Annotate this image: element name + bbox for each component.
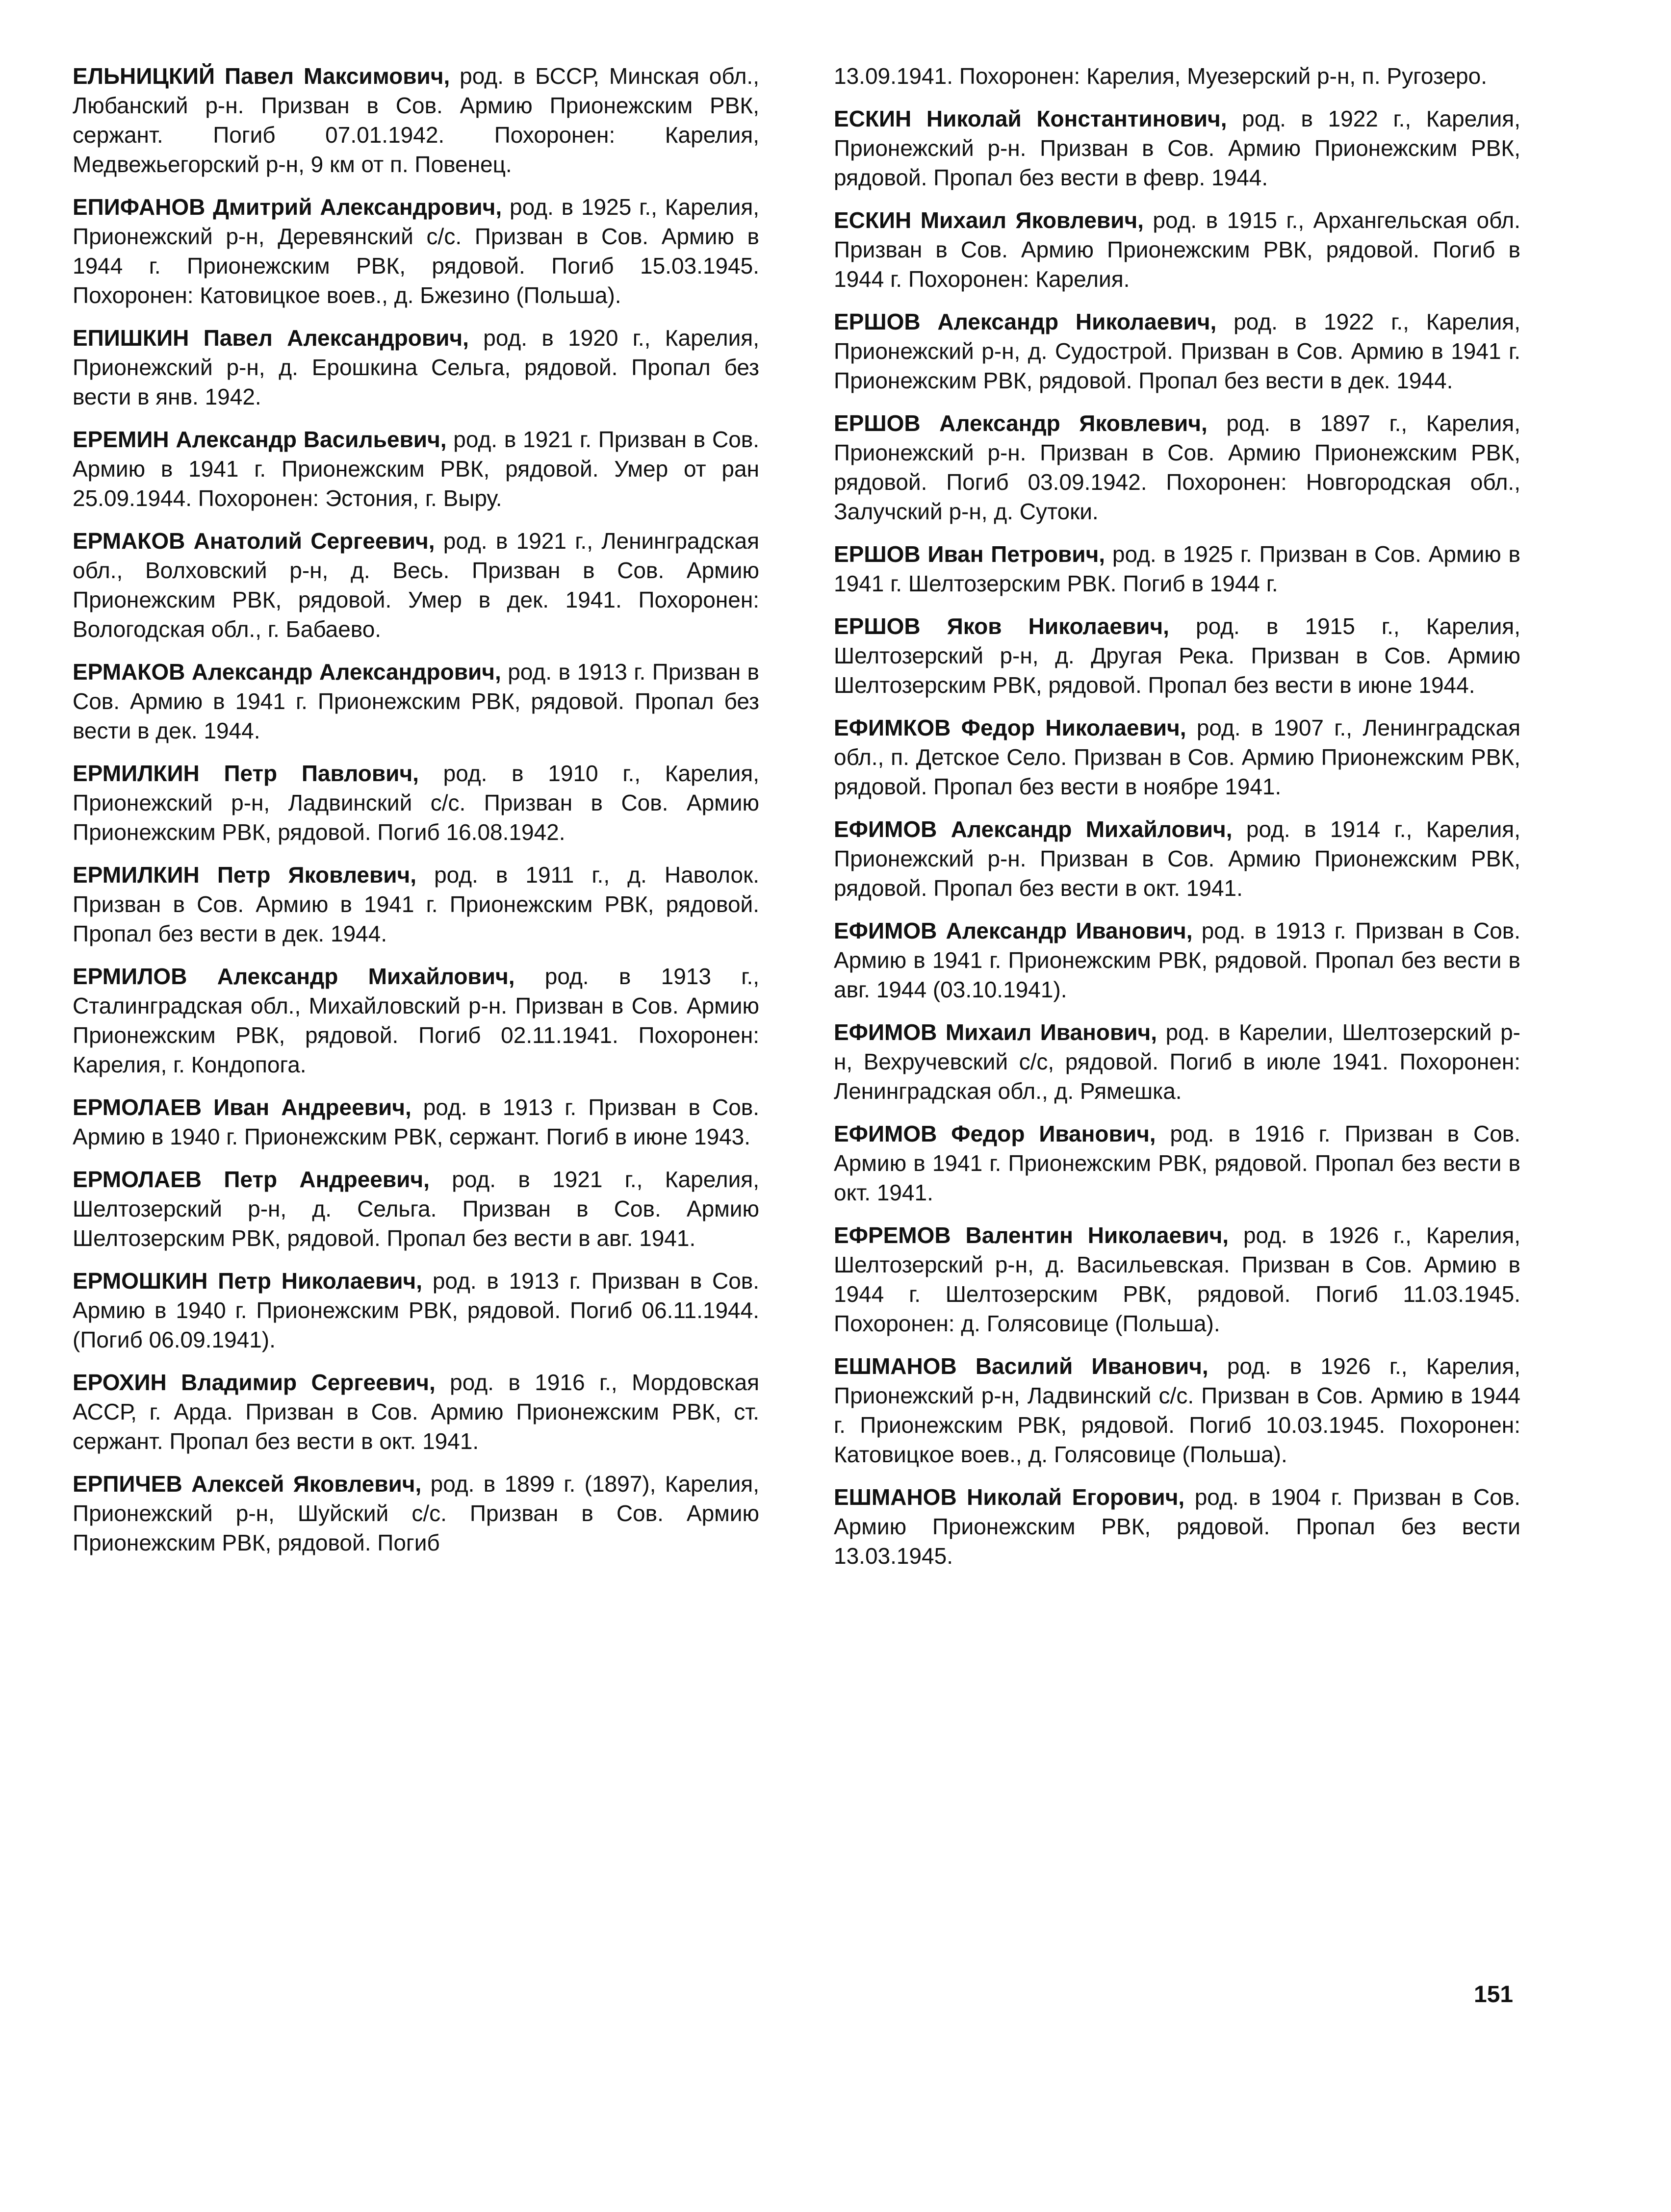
page-number: 151 <box>1474 1982 1514 2008</box>
entry-text: род. в 1910 г., Карелия, Прионежский р-н, Ладвинский с/с. Призван в Сов. Армию Прионежским РВК, рядовой. Погиб 16.08.1942. <box>73 761 759 845</box>
entry <box>73 192 759 310</box>
entry-name: ЕРМАКОВ Анатолий Сергеевич, <box>73 528 435 554</box>
entry-name: ЕФИМОВ Александр Иванович, <box>834 918 1193 943</box>
entry <box>834 1119 1520 1207</box>
entry <box>834 916 1520 1004</box>
entry <box>834 408 1520 526</box>
entry-name: ЕРШОВ Александр Николаевич, <box>834 309 1217 334</box>
entry <box>834 1351 1520 1469</box>
entry-text: род. в 1915 г., Карелия, Шелтозерский р-н, д. Другая Река. Призван в Сов. Армию Шелтозерским РВК, рядовой. Пропал без вести в июне 1944. <box>834 613 1520 698</box>
entry-name: ЕРШОВ Иван Петрович, <box>834 541 1105 567</box>
entry-name: ЕРОХИН Владимир Сергеевич, <box>73 1370 436 1395</box>
entry-name: ЕРМИЛКИН Петр Павлович, <box>73 761 419 786</box>
entry-text: род. в 1913 г. Призван в Сов. Армию в 1940 г. Прионежским РВК, сержант. Погиб в июне 1943. <box>73 1094 759 1149</box>
entry-text: род. в 1925 г. Призван в Сов. Армию в 1941 г. Шелтозерским РВК. Погиб в 1944 г. <box>834 541 1520 596</box>
entry-text: род. в 1925 г., Карелия, Прионежский р-н, Деревянский с/с. Призван в Сов. Армию в 1944 г. Прионежским РВК, рядовой. Погиб 15.03.1945. Похоронен: Катовицкое воев., д. Бжезино (Польша). <box>73 194 760 308</box>
entry-name: ЕРШОВ Яков Николаевич, <box>834 613 1169 639</box>
entry <box>73 962 759 1079</box>
entry <box>834 814 1520 903</box>
entry-text: род. в 1916 г. Призван в Сов. Армию в 1941 г. Прионежским РВК, рядовой. Пропал без вести в окт. 1941. <box>834 1121 1521 1205</box>
entry-name: ЕФИМОВ Александр Михайлович, <box>834 816 1233 842</box>
entry-name: ЕСКИН Михаил Яковлевич, <box>834 207 1144 233</box>
entry-name: ЕРМОЛАЕВ Иван Андреевич, <box>73 1094 411 1120</box>
entry-text: род. в 1921 г. Призван в Сов. Армию в 1941 г. Прионежским РВК, рядовой. Умер от ран 25.09.1944. Похоронен: Эстония, г. Выру. <box>73 427 760 511</box>
entry-name: ЕПИФАНОВ Дмитрий Александрович, <box>73 194 502 220</box>
entry-text: род. в 1921 г., Карелия, Шелтозерский р-н, д. Сельга. Призван в Сов. Армию Шелтозерским РВК, рядовой. Пропал без вести в авг. 1941. <box>73 1167 759 1251</box>
entry <box>73 1093 759 1151</box>
entry <box>73 1469 759 1557</box>
entry-name: ЕЛЬНИЦКИЙ Павел Максимович, <box>73 63 450 89</box>
entry <box>73 759 759 847</box>
left-column <box>73 61 759 1571</box>
entry-name: ЕРМАКОВ Александр Александрович, <box>73 659 501 685</box>
entry <box>834 539 1520 598</box>
entry <box>73 1266 759 1354</box>
entry <box>834 1017 1520 1106</box>
entry-text: род. в 1913 г. Призван в Сов. Армию в 1941 г. Прионежским РВК, рядовой. Пропал без вести в дек. 1944. <box>73 659 759 743</box>
entry-text: 13.09.1941. Похоронен: Карелия, Муезерский р-н, п. Ругозеро. <box>834 63 1488 89</box>
entry-text: род. в 1913 г., Сталинградская обл., Михайловский р-н. Призван в Сов. Армию Прионежским РВК, рядовой. Погиб 02.11.1941. Похоронен: Карелия, г. Кондопога. <box>73 964 759 1077</box>
entry <box>73 860 759 948</box>
entry <box>834 104 1520 192</box>
entry-text: род. в 1921 г., Ленинградская обл., Волховский р-н, д. Весь. Призван в Сов. Армию Прионежским РВК, рядовой. Умер в дек. 1941. Похоронен: Вологодская обл., г. Бабаево. <box>73 528 759 642</box>
entry <box>73 61 759 179</box>
entry-name: ЕРМИЛОВ Александр Михайлович, <box>73 964 515 989</box>
entry-text: род. в 1920 г., Карелия, Прионежский р-н, д. Ерошкина Сельга, рядовой. Пропал без вести в янв. 1942. <box>73 325 759 409</box>
entry <box>834 307 1520 395</box>
entry <box>834 713 1520 801</box>
right-column <box>834 61 1520 1584</box>
entry <box>834 61 1520 91</box>
entry-name: ЕРШОВ Александр Яковлевич, <box>834 410 1208 436</box>
entry-text: род. в Карелии, Шелтозерский р-н, Вехручевский с/с, рядовой. Погиб в июле 1941. Похоронен: Ленинградская обл., д. Рямешка. <box>834 1019 1520 1104</box>
entry-text: род. в 1926 г., Карелия, Прионежский р-н, Ладвинский с/с. Призван в Сов. Армию в 1944 г. Прионежским РВК, рядовой. Погиб 10.03.1945. Похоронен: Катовицкое воев., д. Голясовице (Польша). <box>834 1353 1520 1467</box>
entry-name: ЕРМОЛАЕВ Петр Андреевич, <box>73 1167 430 1192</box>
entry <box>73 425 759 513</box>
entry-name: ЕРПИЧЕВ Алексей Яковлевич, <box>73 1471 422 1497</box>
entry-text: род. в 1915 г., Архангельская обл. Призван в Сов. Армию Прионежским РВК, рядовой. Погиб в 1944 г. Похоронен: Карелия. <box>834 207 1520 292</box>
entry <box>834 205 1520 294</box>
entry-text: род. в 1922 г., Карелия, Прионежский р-н, д. Судострой. Призван в Сов. Армию в 1941 г. Прионежским РВК, рядовой. Пропал без вести в дек. 1944. <box>834 309 1520 393</box>
entry <box>73 1368 759 1456</box>
entry-name: ЕРМИЛКИН Петр Яковлевич, <box>73 862 417 888</box>
entry-text: род. в 1914 г., Карелия, Прионежский р-н. Призван в Сов. Армию Прионежским РВК, рядовой. Пропал без вести в окт. 1941. <box>834 816 1520 901</box>
entry-text: род. в 1916 г., Мордовская АССР, г. Арда. Призван в Сов. Армию Прионежским РВК, ст. сержант. Пропал без вести в окт. 1941. <box>73 1370 759 1454</box>
entry-text: род. в 1913 г. Призван в Сов. Армию в 1940 г. Прионежским РВК, рядовой. Погиб 06.11.1944. (Погиб 06.09.1941). <box>73 1268 759 1352</box>
entry-name: ЕФИМКОВ Федор Николаевич, <box>834 715 1186 740</box>
entry-name: ЕРЕМИН Александр Васильевич, <box>73 427 447 452</box>
entry <box>834 1220 1520 1338</box>
entry <box>834 1482 1520 1571</box>
entry-text: род. в 1922 г., Карелия, Прионежский р-н. Призван в Сов. Армию Прионежским РВК, рядовой. Пропал без вести в февр. 1944. <box>834 106 1520 190</box>
entry-text: род. в 1911 г., д. Наволок. Призван в Сов. Армию в 1941 г. Прионежским РВК, рядовой. Пропал без вести в дек. 1944. <box>73 862 759 946</box>
entry-name: ЕФИМОВ Михаил Иванович, <box>834 1019 1157 1045</box>
entry-name: ЕСКИН Николай Константинович, <box>834 106 1227 131</box>
entry <box>73 526 759 644</box>
entry-text: род. в БССР, Минская обл., Любанский р-н. Призван в Сов. Армию Прионежским РВК, сержант. Погиб 07.01.1942. Похоронен: Карелия, Медвежьегорский р-н, 9 км от п. Повенец. <box>73 63 759 177</box>
entry-name: ЕРМОШКИН Петр Николаевич, <box>73 1268 423 1294</box>
entry-text: род. в 1913 г. Призван в Сов. Армию в 1941 г. Прионежским РВК, рядовой. Пропал без вести в авг. 1944 (03.10.1941). <box>834 918 1520 1002</box>
entry-text: род. в 1897 г., Карелия, Прионежский р-н. Призван в Сов. Армию Прионежским РВК, рядовой. Погиб 03.09.1942. Похоронен: Новгородская обл., Залучский р-н, д. Сутоки. <box>834 410 1520 524</box>
entry-name: ЕШМАНОВ Василий Иванович, <box>834 1353 1208 1379</box>
entry <box>73 1165 759 1253</box>
entry-text: род. в 1899 г. (1897), Карелия, Прионежский р-н, Шуйский с/с. Призван в Сов. Армию Прионежским РВК, рядовой. Погиб <box>73 1471 759 1555</box>
entry <box>73 323 759 411</box>
entry-text: род. в 1904 г. Призван в Сов. Армию Прионежским РВК, рядовой. Пропал без вести 13.03.1945. <box>834 1484 1521 1569</box>
entry <box>73 657 759 745</box>
entry-name: ЕШМАНОВ Николай Егорович, <box>834 1484 1185 1510</box>
entry <box>834 611 1520 700</box>
entry-text: род. в 1907 г., Ленинградская обл., п. Детское Село. Призван в Сов. Армию Прионежским РВК, рядовой. Пропал без вести в ноябре 1941. <box>834 715 1521 799</box>
entry-name: ЕФИМОВ Федор Иванович, <box>834 1121 1156 1146</box>
entry-text: род. в 1926 г., Карелия, Шелтозерский р-н, д. Васильевская. Призван в Сов. Армию в 1944 г. Шелтозерским РВК, рядовой. Погиб 11.03.1945. Похоронен: д. Голясовице (Польша). <box>834 1222 1521 1336</box>
entry-name: ЕФРЕМОВ Валентин Николаевич, <box>834 1222 1229 1248</box>
entry-name: ЕПИШКИН Павел Александрович, <box>73 325 469 351</box>
